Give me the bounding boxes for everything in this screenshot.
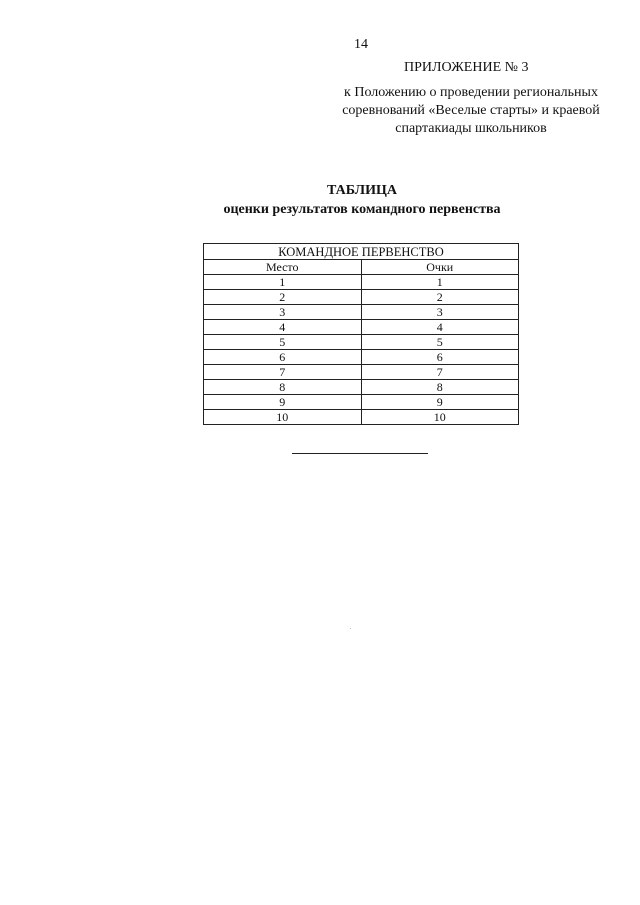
table-header-row <box>204 260 519 275</box>
appendix-label: ПРИЛОЖЕНИЕ № 3 <box>404 60 529 75</box>
points-cell: 2 <box>361 290 519 305</box>
table-row <box>204 290 519 305</box>
table-row <box>204 365 519 380</box>
appendix-subtitle <box>330 84 612 138</box>
place-cell: 3 <box>204 305 362 320</box>
column-header-points: Очки <box>361 260 519 275</box>
points-cell: 10 <box>361 410 519 425</box>
place-cell: 8 <box>204 380 362 395</box>
appendix-subtitle-line: к Положению о проведении региональных <box>344 85 598 100</box>
place-cell: 7 <box>204 365 362 380</box>
page-number: 14 <box>354 37 368 52</box>
table-row <box>204 320 519 335</box>
points-cell: 4 <box>361 320 519 335</box>
team-scores-table <box>203 243 519 425</box>
points-cell: 5 <box>361 335 519 350</box>
table-caption-row <box>204 244 519 260</box>
points-cell: 7 <box>361 365 519 380</box>
appendix-subtitle-line: спартакиады школьников <box>395 121 547 136</box>
document-title <box>0 181 640 219</box>
table-row <box>204 275 519 290</box>
points-cell: 6 <box>361 350 519 365</box>
table-row <box>204 410 519 425</box>
place-cell: 5 <box>204 335 362 350</box>
table-row <box>204 350 519 365</box>
place-cell: 4 <box>204 320 362 335</box>
place-cell: 10 <box>204 410 362 425</box>
table-row <box>204 305 519 320</box>
scan-speck <box>350 628 351 629</box>
appendix-subtitle-line: соревнований «Веселые старты» и краевой <box>342 103 600 118</box>
points-cell: 9 <box>361 395 519 410</box>
document-title-line2: оценки результатов командного первенства <box>223 202 501 217</box>
place-cell: 6 <box>204 350 362 365</box>
place-cell: 2 <box>204 290 362 305</box>
points-cell: 8 <box>361 380 519 395</box>
points-cell: 1 <box>361 275 519 290</box>
table-row <box>204 395 519 410</box>
place-cell: 1 <box>204 275 362 290</box>
table-row <box>204 335 519 350</box>
table-caption: КОМАНДНОЕ ПЕРВЕНСТВО <box>204 244 519 260</box>
document-title-line1: ТАБЛИЦА <box>327 183 397 198</box>
column-header-place: Место <box>204 260 362 275</box>
closing-divider-line <box>292 453 428 454</box>
points-cell: 3 <box>361 305 519 320</box>
table-row <box>204 380 519 395</box>
place-cell: 9 <box>204 395 362 410</box>
